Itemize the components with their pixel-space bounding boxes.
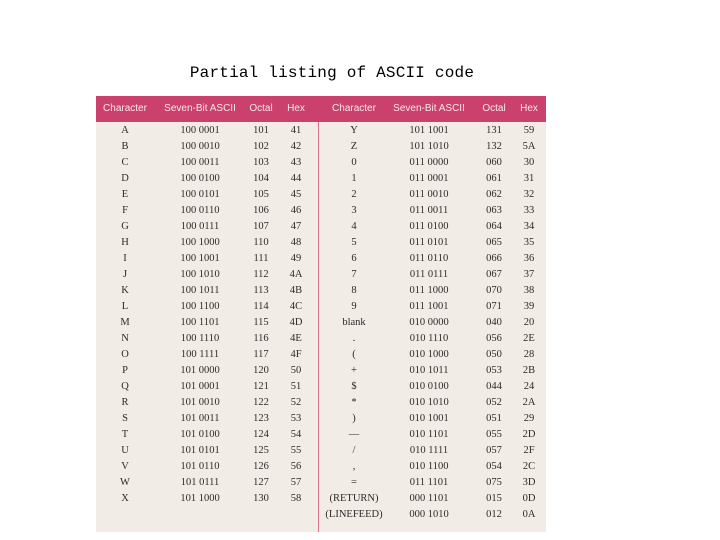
table-row bbox=[96, 444, 546, 460]
table-cell: 117 bbox=[253, 349, 269, 360]
table-row bbox=[96, 268, 546, 284]
table-cell: 101 0001 bbox=[180, 381, 220, 392]
table-cell: 104 bbox=[253, 173, 269, 184]
column-header: Seven-Bit ASCII bbox=[393, 103, 465, 114]
table-cell: 011 0011 bbox=[409, 205, 449, 216]
table-cell: ) bbox=[352, 413, 356, 424]
table-cell: P bbox=[122, 365, 128, 376]
table-row bbox=[96, 428, 546, 444]
table-cell: 123 bbox=[253, 413, 269, 424]
table-cell: 2A bbox=[522, 397, 536, 408]
table-cell: 4D bbox=[289, 317, 303, 328]
table-cell: 24 bbox=[523, 381, 535, 392]
table-cell: 28 bbox=[523, 349, 535, 360]
table-cell: G bbox=[121, 221, 129, 232]
table-cell: 1 bbox=[351, 173, 357, 184]
table-cell: 29 bbox=[523, 413, 535, 424]
table-row bbox=[96, 316, 546, 332]
table-cell: 011 0010 bbox=[409, 189, 449, 200]
table-cell: O bbox=[121, 349, 129, 360]
table-cell: B bbox=[121, 141, 129, 152]
table-cell: 100 1100 bbox=[180, 301, 220, 312]
table-cell: 2F bbox=[523, 445, 535, 456]
table-cell: ( bbox=[352, 349, 356, 360]
table-cell: 4E bbox=[290, 333, 302, 344]
table-cell: 101 0111 bbox=[180, 477, 220, 488]
table-cell: 51 bbox=[290, 381, 302, 392]
table-cell: 011 0000 bbox=[409, 157, 449, 168]
table-cell: 114 bbox=[253, 301, 269, 312]
column-header: Character bbox=[332, 103, 376, 114]
column-header: Seven-Bit ASCII bbox=[164, 103, 236, 114]
table-cell: 59 bbox=[523, 125, 535, 136]
table-cell: 101 0010 bbox=[180, 397, 220, 408]
table-cell: Q bbox=[121, 381, 129, 392]
table-cell: 010 1011 bbox=[409, 365, 449, 376]
table-cell: 115 bbox=[253, 317, 269, 328]
table-cell: S bbox=[122, 413, 128, 424]
table-cell: 064 bbox=[486, 221, 502, 232]
table-cell: 101 bbox=[253, 125, 269, 136]
table-cell: 52 bbox=[290, 397, 302, 408]
table-cell: 101 1000 bbox=[180, 493, 220, 504]
table-cell: 101 0101 bbox=[180, 445, 220, 456]
table-cell: 4B bbox=[289, 285, 303, 296]
table-cell: 015 bbox=[486, 493, 502, 504]
table-cell: 0 bbox=[351, 157, 357, 168]
table-cell: 053 bbox=[486, 365, 502, 376]
table-cell: I bbox=[123, 253, 127, 264]
table-cell: 062 bbox=[486, 189, 502, 200]
table-cell: 32 bbox=[523, 189, 535, 200]
table-cell: 34 bbox=[523, 221, 535, 232]
table-cell: 057 bbox=[486, 445, 502, 456]
table-cell: 052 bbox=[486, 397, 502, 408]
table-cell: 040 bbox=[486, 317, 502, 328]
table-cell: 000 1101 bbox=[409, 493, 449, 504]
table-cell: 100 1001 bbox=[180, 253, 220, 264]
table-cell: F bbox=[122, 205, 128, 216]
table-cell: H bbox=[121, 237, 129, 248]
table-cell: 56 bbox=[290, 461, 302, 472]
table-cell: 100 0001 bbox=[180, 125, 220, 136]
table-cell: 066 bbox=[486, 253, 502, 264]
table-cell: 44 bbox=[290, 173, 302, 184]
table-cell: + bbox=[351, 365, 357, 376]
table-cell: $ bbox=[351, 381, 357, 392]
table-cell: 100 1000 bbox=[180, 237, 220, 248]
table-cell: 116 bbox=[253, 333, 269, 344]
table-cell: N bbox=[121, 333, 129, 344]
table-cell: T bbox=[121, 429, 129, 440]
table-cell: 5A bbox=[522, 141, 536, 152]
table-cell: 0D bbox=[522, 493, 536, 504]
table-row bbox=[96, 300, 546, 316]
table-cell: 8 bbox=[351, 285, 357, 296]
table-cell: 067 bbox=[486, 269, 502, 280]
table-cell: 063 bbox=[486, 205, 502, 216]
table-cell: 100 0011 bbox=[180, 157, 220, 168]
table-cell: 0A bbox=[522, 509, 536, 520]
table-cell: . bbox=[352, 333, 356, 344]
table-cell: 011 1000 bbox=[409, 285, 449, 296]
table-cell: 2 bbox=[351, 189, 357, 200]
table-cell: 4A bbox=[289, 269, 303, 280]
table-cell: 010 1010 bbox=[409, 397, 449, 408]
table-cell: 102 bbox=[253, 141, 269, 152]
table-cell: 2B bbox=[522, 365, 536, 376]
table-cell: 130 bbox=[253, 493, 269, 504]
table-row bbox=[96, 204, 546, 220]
table-cell: 100 1010 bbox=[180, 269, 220, 280]
table-row bbox=[96, 412, 546, 428]
table-cell: 100 0101 bbox=[180, 189, 220, 200]
table-cell: 070 bbox=[486, 285, 502, 296]
table-cell: 4C bbox=[289, 301, 303, 312]
table-cell: 35 bbox=[523, 237, 535, 248]
table-row bbox=[96, 492, 546, 508]
table-cell: 36 bbox=[523, 253, 535, 264]
column-header: Octal bbox=[482, 103, 506, 114]
table-cell: 57 bbox=[290, 477, 302, 488]
table-row bbox=[96, 252, 546, 268]
table-cell: 100 0010 bbox=[180, 141, 220, 152]
table-cell: 105 bbox=[253, 189, 269, 200]
table-cell: 050 bbox=[486, 349, 502, 360]
table-row bbox=[96, 380, 546, 396]
table-cell: 131 bbox=[486, 125, 502, 136]
table-cell: 3 bbox=[351, 205, 357, 216]
table-cell: 124 bbox=[253, 429, 269, 440]
table-cell: 2C bbox=[522, 461, 536, 472]
table-cell: J bbox=[122, 269, 128, 280]
table-row bbox=[96, 348, 546, 364]
table-cell: 011 0110 bbox=[409, 253, 449, 264]
table-cell: 122 bbox=[253, 397, 269, 408]
table-cell: 011 0001 bbox=[409, 173, 449, 184]
table-cell: 48 bbox=[290, 237, 302, 248]
table-cell: 101 0100 bbox=[180, 429, 220, 440]
table-row bbox=[96, 476, 546, 492]
table-cell: 010 1101 bbox=[409, 429, 449, 440]
table-row bbox=[96, 332, 546, 348]
table-cell: 010 1000 bbox=[409, 349, 449, 360]
table-cell: 011 1001 bbox=[409, 301, 449, 312]
table-cell: 012 bbox=[486, 509, 502, 520]
table-cell: 4 bbox=[351, 221, 357, 232]
table-cell: 071 bbox=[486, 301, 502, 312]
table-row bbox=[96, 188, 546, 204]
table-row bbox=[96, 364, 546, 380]
table-cell: 2D bbox=[522, 429, 536, 440]
table-cell: 126 bbox=[253, 461, 269, 472]
table-cell: 000 1010 bbox=[409, 509, 449, 520]
table-cell: 47 bbox=[290, 221, 302, 232]
table-row bbox=[96, 460, 546, 476]
slide-title: Partial listing of ASCII code bbox=[189, 64, 475, 82]
ascii-table bbox=[96, 96, 546, 532]
table-row bbox=[96, 124, 546, 140]
table-cell: 49 bbox=[290, 253, 302, 264]
table-cell: 100 0100 bbox=[180, 173, 220, 184]
table-cell: 100 0111 bbox=[180, 221, 220, 232]
table-cell: 010 1111 bbox=[409, 445, 449, 456]
table-cell: 101 0011 bbox=[180, 413, 220, 424]
table-cell: 121 bbox=[253, 381, 269, 392]
table-cell: 100 1101 bbox=[180, 317, 220, 328]
table-row bbox=[96, 284, 546, 300]
table-cell: Z bbox=[350, 141, 358, 152]
table-cell: 39 bbox=[523, 301, 535, 312]
table-cell: 33 bbox=[523, 205, 535, 216]
column-header: Hex bbox=[520, 103, 538, 114]
table-cell: 056 bbox=[486, 333, 502, 344]
table-cell: 53 bbox=[290, 413, 302, 424]
table-cell: Y bbox=[350, 125, 358, 136]
table-cell: 101 0110 bbox=[180, 461, 220, 472]
table-cell: (RETURN) bbox=[329, 493, 379, 504]
table-cell: 010 0100 bbox=[409, 381, 449, 392]
table-cell: 127 bbox=[253, 477, 269, 488]
table-cell: , bbox=[352, 461, 356, 472]
table-cell: 010 1100 bbox=[409, 461, 449, 472]
table-cell: 120 bbox=[253, 365, 269, 376]
table-cell: U bbox=[121, 445, 129, 456]
table-cell: 107 bbox=[253, 221, 269, 232]
table-cell: 45 bbox=[290, 189, 302, 200]
table-cell: 011 0100 bbox=[409, 221, 449, 232]
table-cell: 103 bbox=[253, 157, 269, 168]
table-cell: — bbox=[348, 429, 360, 440]
table-cell: 4F bbox=[290, 349, 302, 360]
table-cell: R bbox=[121, 397, 129, 408]
table-cell: E bbox=[121, 189, 129, 200]
table-cell: K bbox=[121, 285, 129, 296]
table-cell: 7 bbox=[351, 269, 357, 280]
table-cell: 010 1001 bbox=[409, 413, 449, 424]
table-cell: 3D bbox=[522, 477, 536, 488]
table-cell: 113 bbox=[253, 285, 269, 296]
table-cell: 010 0000 bbox=[409, 317, 449, 328]
table-row bbox=[96, 508, 546, 524]
table-cell: 31 bbox=[523, 173, 535, 184]
table-row bbox=[96, 396, 546, 412]
table-cell: 054 bbox=[486, 461, 502, 472]
table-cell: 50 bbox=[290, 365, 302, 376]
column-header: Hex bbox=[287, 103, 305, 114]
table-cell: 37 bbox=[523, 269, 535, 280]
table-cell: 100 1111 bbox=[180, 349, 220, 360]
table-cell: 2E bbox=[523, 333, 535, 344]
table-row bbox=[96, 156, 546, 172]
table-row bbox=[96, 140, 546, 156]
table-cell: 9 bbox=[351, 301, 357, 312]
table-cell: W bbox=[120, 477, 130, 488]
table-cell: 54 bbox=[290, 429, 302, 440]
table-cell: 38 bbox=[523, 285, 535, 296]
table-cell: = bbox=[351, 477, 357, 488]
table-cell: 060 bbox=[486, 157, 502, 168]
table-body bbox=[96, 124, 546, 524]
table-cell: 051 bbox=[486, 413, 502, 424]
table-cell: 5 bbox=[351, 237, 357, 248]
table-cell: C bbox=[121, 157, 129, 168]
table-cell: (LINEFEED) bbox=[325, 509, 383, 520]
table-cell: 20 bbox=[523, 317, 535, 328]
table-cell: 011 0101 bbox=[409, 237, 449, 248]
table-cell: 41 bbox=[290, 125, 302, 136]
table-cell: 111 bbox=[253, 253, 269, 264]
table-cell: 100 0110 bbox=[180, 205, 220, 216]
table-cell: 6 bbox=[351, 253, 357, 264]
table-cell: D bbox=[121, 173, 129, 184]
table-cell: 112 bbox=[253, 269, 269, 280]
table-cell: 100 1011 bbox=[180, 285, 220, 296]
table-cell: 101 1010 bbox=[409, 141, 449, 152]
table-cell: 055 bbox=[486, 429, 502, 440]
table-cell: 100 1110 bbox=[180, 333, 220, 344]
table-cell: 58 bbox=[290, 493, 302, 504]
table-cell: 43 bbox=[290, 157, 302, 168]
table-cell: / bbox=[352, 445, 356, 456]
table-cell: 30 bbox=[523, 157, 535, 168]
table-cell: 010 1110 bbox=[409, 333, 449, 344]
table-row bbox=[96, 220, 546, 236]
table-cell: 132 bbox=[486, 141, 502, 152]
table-cell: V bbox=[121, 461, 129, 472]
table-cell: 065 bbox=[486, 237, 502, 248]
table-cell: 106 bbox=[253, 205, 269, 216]
table-cell: 075 bbox=[486, 477, 502, 488]
table-cell: 110 bbox=[253, 237, 269, 248]
table-header bbox=[96, 96, 546, 122]
column-header: Octal bbox=[249, 103, 273, 114]
table-cell: 46 bbox=[290, 205, 302, 216]
table-cell: L bbox=[121, 301, 129, 312]
table-cell: 011 0111 bbox=[409, 269, 449, 280]
table-cell: 55 bbox=[290, 445, 302, 456]
table-cell: A bbox=[121, 125, 129, 136]
table-cell: 044 bbox=[486, 381, 502, 392]
table-cell: 061 bbox=[486, 173, 502, 184]
table-cell: * bbox=[351, 397, 357, 408]
table-cell: M bbox=[120, 317, 130, 328]
table-cell: blank bbox=[342, 317, 366, 328]
table-cell: X bbox=[121, 493, 129, 504]
column-header: Character bbox=[103, 103, 147, 114]
table-cell: 125 bbox=[253, 445, 269, 456]
table-cell: 011 1101 bbox=[409, 477, 449, 488]
table-cell: 101 0000 bbox=[180, 365, 220, 376]
table-row bbox=[96, 236, 546, 252]
table-row bbox=[96, 172, 546, 188]
table-cell: 101 1001 bbox=[409, 125, 449, 136]
table-cell: 42 bbox=[290, 141, 302, 152]
